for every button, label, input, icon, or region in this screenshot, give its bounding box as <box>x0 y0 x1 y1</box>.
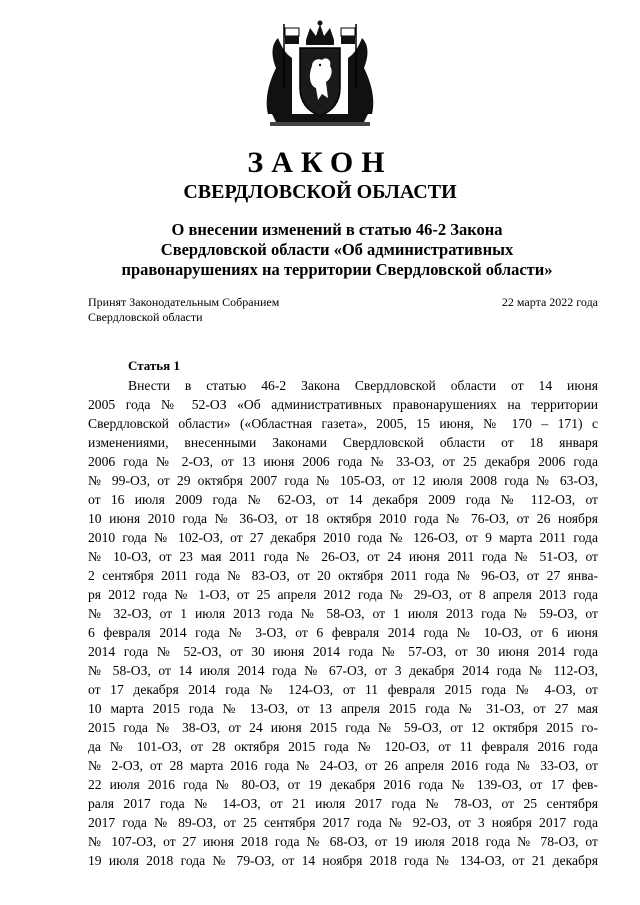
article-line: Внести в статью 46-2 Закона Свердловской области от 14 июня <box>128 378 598 393</box>
article-line: № 99-ОЗ, от 29 октября 2007 года № 105-ОЗ, от 12 июля 2008 года № 63-ОЗ, <box>88 473 598 488</box>
article-line: от 16 июля 2009 года № 62-ОЗ, от 14 декабря 2009 года № 112-ОЗ, от <box>88 492 598 507</box>
law-subject-line: правонарушениях на территории Свердловской области» <box>121 260 553 279</box>
article-line: 2010 года № 102-ОЗ, от 27 декабря 2010 года № 126-ОЗ, от 9 марта 2011 года <box>88 530 598 545</box>
adoption-line: Принят Законодательным Собранием <box>88 295 280 309</box>
article-line: № 2-ОЗ, от 28 марта 2016 года № 24-ОЗ, от 26 апреля 2016 года № 33-ОЗ, от <box>88 758 598 773</box>
article-line: 22 июля 2016 года № 80-ОЗ, от 19 декабря 2016 года № 139-ОЗ, от 17 фев- <box>88 777 598 792</box>
article-line: Свердловской области» («Областная газета», 2005, 15 июня, № 170 – 171) с <box>88 416 598 431</box>
article-body <box>88 376 598 870</box>
adoption-date: 22 марта 2022 года <box>501 295 598 309</box>
adoption-line: Свердловской области <box>88 310 203 324</box>
article-line: № 58-ОЗ, от 14 июля 2014 года № 67-ОЗ, от 3 декабря 2014 года № 112-ОЗ, <box>88 663 598 678</box>
article-line: 10 марта 2015 года № 13-ОЗ, от 13 апреля 2015 года № 31-ОЗ, от 27 мая <box>88 701 598 716</box>
article-line: 19 июля 2018 года № 79-ОЗ, от 14 ноября 2018 года № 134-ОЗ, от 21 декабря <box>88 853 598 868</box>
article-line: раля 2017 года № 14-ОЗ, от 21 июля 2017 года № 78-ОЗ, от 25 сентября <box>88 796 598 811</box>
adoption-note <box>88 295 408 325</box>
law-subject <box>100 220 574 280</box>
article-line: 6 февраля 2014 года № 3-ОЗ, от 6 февраля 2014 года № 10-ОЗ, от 6 июня <box>88 625 598 640</box>
article-heading: Статья 1 <box>128 358 180 373</box>
article-line: 2 сентября 2011 года № 83-ОЗ, от 20 октября 2011 года № 96-ОЗ, от 27 янва- <box>88 568 598 583</box>
article-line: № 10-ОЗ, от 23 мая 2011 года № 26-ОЗ, от 24 июня 2011 года № 51-ОЗ, от <box>88 549 598 564</box>
article-line: ря 2012 года № 1-ОЗ, от 25 апреля 2012 года № 29-ОЗ, от 8 апреля 2013 года <box>88 587 598 602</box>
document-title: ЗАКОН <box>247 146 393 179</box>
article-line: № 32-ОЗ, от 1 июля 2013 года № 58-ОЗ, от 1 июля 2013 года № 59-ОЗ, от <box>88 606 598 621</box>
article-line: 10 июня 2010 года № 36-ОЗ, от 18 октября 2010 года № 76-ОЗ, от 26 ноября <box>88 511 598 526</box>
article-line: изменениями, внесенными Законами Свердловской области от 18 января <box>88 435 598 450</box>
article-line: 2017 года № 89-ОЗ, от 25 сентября 2017 года № 92-ОЗ, от 3 ноября 2017 года <box>88 815 598 830</box>
coat-of-arms-icon <box>262 18 378 128</box>
article-line: да № 101-ОЗ, от 28 октября 2015 года № 120-ОЗ, от 11 февраля 2016 года <box>88 739 598 754</box>
law-subject-line: О внесении изменений в статью 46-2 Закона <box>171 220 503 239</box>
article-line: 2005 года № 52-ОЗ «Об административных правонарушениях на территории <box>88 397 598 412</box>
article-line: 2014 года № 52-ОЗ, от 30 июня 2014 года № 57-ОЗ, от 30 июня 2014 года <box>88 644 598 659</box>
document-region: СВЕРДЛОВСКОЙ ОБЛАСТИ <box>183 181 457 203</box>
article-line: 2015 года № 38-ОЗ, от 24 июня 2015 года № 59-ОЗ, от 12 октября 2015 го- <box>88 720 598 735</box>
article-line: 2006 года № 2-ОЗ, от 13 июня 2006 года № 33-ОЗ, от 25 декабря 2006 года <box>88 454 598 469</box>
article-line: от 17 декабря 2014 года № 124-ОЗ, от 11 февраля 2015 года № 4-ОЗ, от <box>88 682 598 697</box>
article-line: № 107-ОЗ, от 27 июня 2018 года № 68-ОЗ, от 19 июля 2018 года № 78-ОЗ, от <box>88 834 598 849</box>
law-subject-line: Свердловской области «Об административных <box>160 240 514 259</box>
